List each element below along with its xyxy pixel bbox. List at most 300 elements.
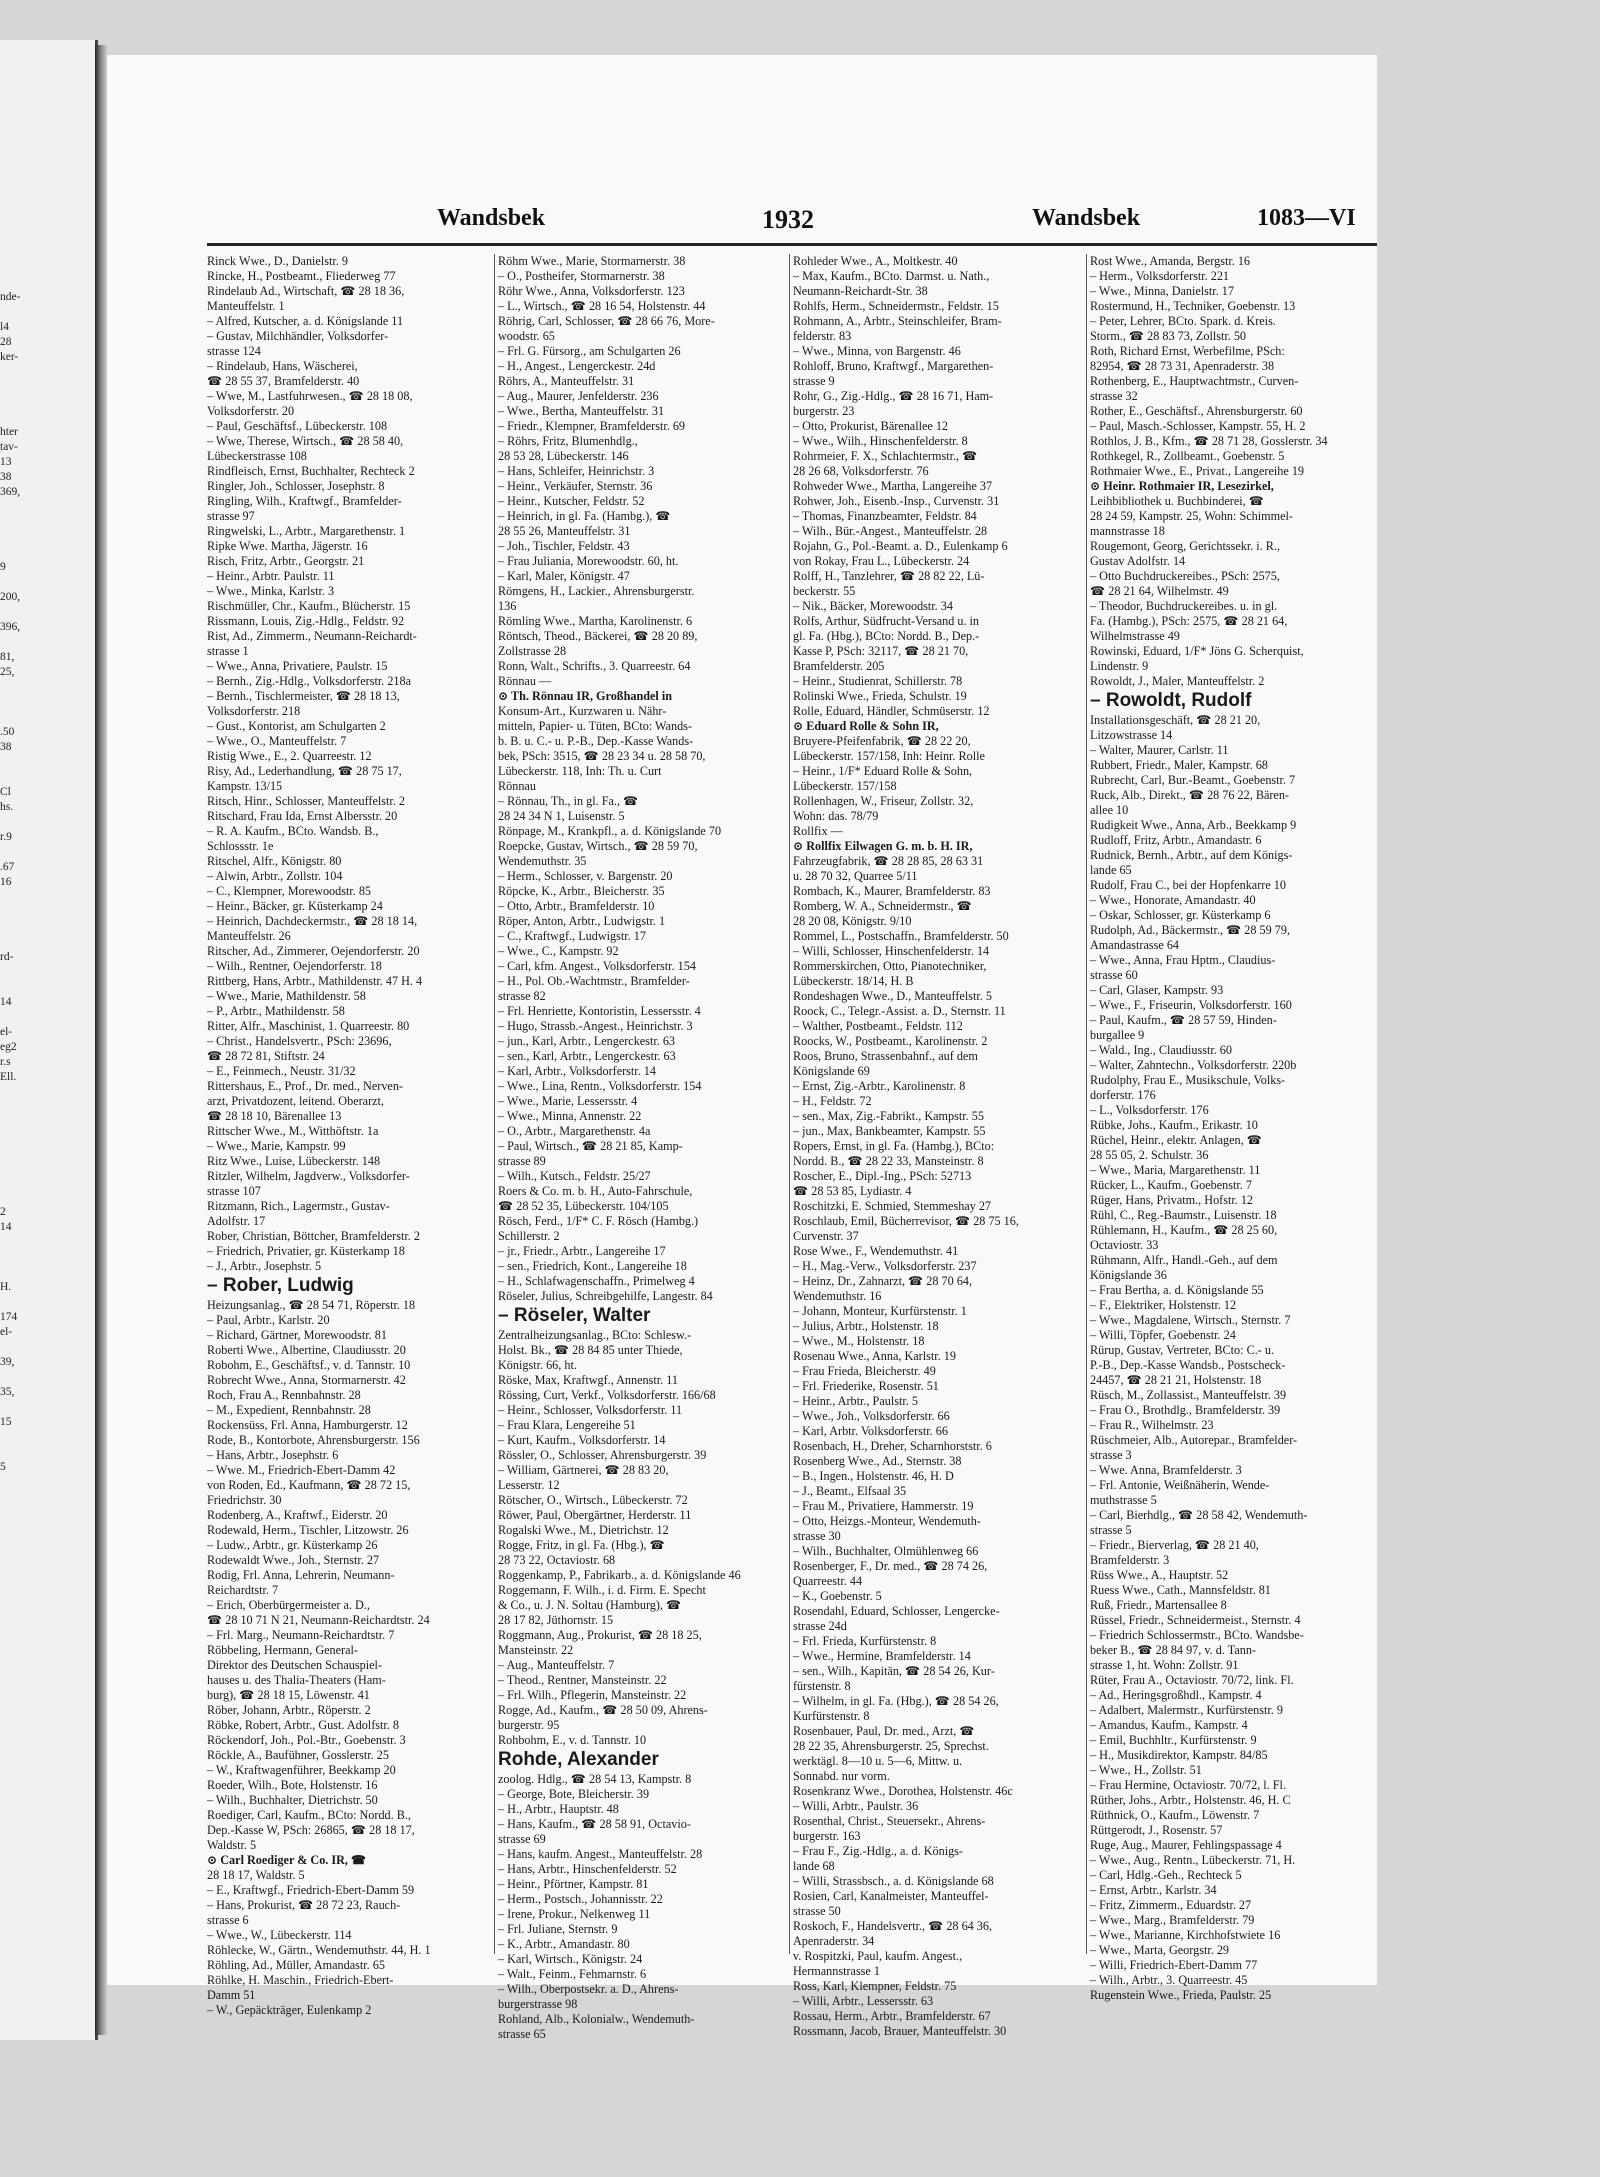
directory-entry: strasse 65 bbox=[498, 2027, 546, 2041]
directory-entry: Rogge, Ad., Kaufm., ☎ 28 50 09, Ahrens- bbox=[498, 1703, 708, 1717]
directory-entry: u. 28 70 32, Quarree 5/11 bbox=[793, 869, 918, 883]
directory-entry: – Wwe., Minna, von Bargenstr. 46 bbox=[793, 344, 961, 358]
directory-entry: Röber, Johann, Arbtr., Röperstr. 2 bbox=[207, 1703, 371, 1717]
margin-fragment: H. bbox=[0, 1281, 12, 1293]
directory-entry: Rüther, Johs., Arbtr., Holstenstr. 46, H. C bbox=[1090, 1793, 1291, 1807]
directory-entry: Roediger, Carl, Kaufm., BCto: Nordd. B., bbox=[207, 1808, 411, 1822]
directory-entry: Roggemann, F. Wilh., i. d. Firm. E. Specht bbox=[498, 1583, 706, 1597]
directory-entry: Ritzmann, Rich., Lagermstr., Gustav- bbox=[207, 1199, 390, 1213]
directory-entry: – Rönnau, Th., in gl. Fa., ☎ bbox=[498, 794, 639, 808]
directory-entry: Rostermund, H., Techniker, Goebenstr. 13 bbox=[1090, 299, 1296, 313]
margin-fragment bbox=[0, 395, 95, 410]
directory-entry: Rowinski, Eduard, 1/F* Jöns G. Scherquist, bbox=[1090, 644, 1304, 658]
directory-entry: Risch, Fritz, Arbtr., Georgstr. 21 bbox=[207, 554, 365, 568]
directory-entry: Rolfs, Arthur, Südfrucht-Versand u. in bbox=[793, 614, 980, 628]
header-year: 1932 bbox=[762, 205, 814, 234]
directory-column-2 bbox=[498, 254, 783, 2041]
directory-entry: – Peter, Lehrer, BCto. Spark. d. Kreis. bbox=[1090, 314, 1276, 328]
margin-fragment bbox=[0, 755, 95, 770]
directory-entry: mitteln, Papier- u. Tüten, BCto: Wands- bbox=[498, 719, 692, 733]
directory-entry: Röntsch, Theod., Bäckerei, ☎ 28 20 89, bbox=[498, 629, 698, 643]
directory-entry: – Frl. Friederike, Rosenstr. 51 bbox=[793, 1379, 939, 1393]
margin-fragment bbox=[0, 380, 95, 395]
directory-entry: – Wwe., Joh., Volksdorferstr. 66 bbox=[793, 1409, 950, 1423]
directory-entry: – Gustav, Milchhändler, Volksdorfer- bbox=[207, 329, 389, 343]
margin-fragment: 38 bbox=[0, 471, 12, 483]
directory-entry: Direktor des Deutschen Schauspiel- bbox=[207, 1658, 382, 1672]
margin-fragment: hs. bbox=[0, 801, 14, 813]
margin-fragment bbox=[0, 680, 95, 695]
directory-entry: Rougemont, Georg, Gerichtssekr. i. R., bbox=[1090, 539, 1281, 553]
directory-entry: Rogge, Fritz, in gl. Fa. (Hbg.), ☎ bbox=[498, 1538, 665, 1552]
directory-entry: strasse 3 bbox=[1090, 1448, 1132, 1462]
directory-entry: Friedrichstr. 30 bbox=[207, 1493, 282, 1507]
directory-entry: – Frau O., Brothdlg., Bramfelderstr. 39 bbox=[1090, 1403, 1281, 1417]
directory-entry: Bramfelderstr. 205 bbox=[793, 659, 885, 673]
directory-entry: strasse 24d bbox=[793, 1619, 847, 1633]
column-rule bbox=[789, 254, 790, 1954]
directory-entry: – Adalbert, Malermstr., Kurfürstenstr. 9 bbox=[1090, 1703, 1283, 1717]
directory-entry: – Thomas, Finanzbeamter, Feldstr. 84 bbox=[793, 509, 977, 523]
directory-entry: Rischmüller, Chr., Kaufm., Blücherstr. 15 bbox=[207, 599, 411, 613]
directory-entry: Röhrs, A., Manteuffelstr. 31 bbox=[498, 374, 635, 388]
margin-fragment: Cl bbox=[0, 786, 11, 798]
directory-entry: – Wwe., Bertha, Manteuffelstr. 31 bbox=[498, 404, 665, 418]
book-spine bbox=[95, 45, 107, 2035]
margin-fragment bbox=[0, 365, 95, 380]
margin-fragment bbox=[0, 905, 95, 920]
directory-entry: – Wilh., Kutsch., Feldstr. 25/27 bbox=[498, 1169, 651, 1183]
directory-entry: strasse 60 bbox=[1090, 968, 1138, 982]
directory-entry: Rüthnick, O., Kaufm., Löwenstr. 7 bbox=[1090, 1808, 1260, 1822]
directory-entry: Rollfix — bbox=[793, 824, 843, 838]
directory-entry: Rohde, Alexander bbox=[498, 1749, 659, 1770]
directory-entry: Röckendorf, Joh., Pol.-Btr., Goebenstr. 3 bbox=[207, 1733, 406, 1747]
directory-entry: Rüschmeier, Alb., Autorepar., Bramfelder- bbox=[1090, 1433, 1298, 1447]
directory-entry: Schillerstr. 2 bbox=[498, 1229, 560, 1243]
directory-entry: – Wwe., Maria, Margarethenstr. 11 bbox=[1090, 1163, 1261, 1177]
directory-entry: strasse 89 bbox=[498, 1154, 546, 1168]
directory-entry: – sen., Wilh., Kapitän, ☎ 28 54 26, Kur- bbox=[793, 1664, 995, 1678]
directory-entry: bek, PSch: 3515, ☎ 28 23 34 u. 28 58 70, bbox=[498, 749, 706, 763]
directory-entry: – Herm., Volksdorferstr. 221 bbox=[1090, 269, 1230, 283]
directory-entry: Rüss Wwe., A., Hauptstr. 52 bbox=[1090, 1568, 1229, 1582]
directory-entry: – C., Kraftwgf., Ludwigstr. 17 bbox=[498, 929, 646, 943]
directory-entry: – Wwe., Lina, Rentn., Volksdorferstr. 154 bbox=[498, 1079, 702, 1093]
directory-entry: Damm 51 bbox=[207, 1988, 256, 2002]
directory-entry: – Frl. Frieda, Kurfürstenstr. 8 bbox=[793, 1634, 937, 1648]
directory-column-3 bbox=[793, 254, 1078, 2038]
directory-entry: – jr., Friedr., Arbtr., Langereihe 17 bbox=[498, 1244, 666, 1258]
directory-entry: – Walter, Maurer, Carlstr. 11 bbox=[1090, 743, 1229, 757]
directory-entry: Röhlecke, W., Gärtn., Wendemuthstr. 44, H. 1 bbox=[207, 1943, 431, 1957]
directory-entry: fürstenstr. 8 bbox=[793, 1679, 851, 1693]
margin-fragment bbox=[0, 1445, 95, 1460]
margin-fragment: ker- bbox=[0, 351, 19, 363]
directory-entry: – Wwe., H., Zollstr. 51 bbox=[1090, 1763, 1202, 1777]
margin-fragment bbox=[0, 1115, 95, 1130]
directory-entry: – Theodor, Buchdruckereibes. u. in gl. bbox=[1090, 599, 1278, 613]
margin-fragment bbox=[0, 920, 95, 935]
directory-entry: – Ad., Heringsgroßhdl., Kampstr. 4 bbox=[1090, 1688, 1262, 1702]
directory-entry: – Wilh., Arbtr., 3. Quarreestr. 45 bbox=[1090, 1973, 1248, 1987]
margin-fragment: 15 bbox=[0, 1416, 12, 1428]
directory-entry: Rohwer, Joh., Eisenb.-Insp., Curvenstr. 31 bbox=[793, 494, 1000, 508]
directory-entry: – sen., Max, Zig.-Fabrikt., Kampstr. 55 bbox=[793, 1109, 984, 1123]
directory-entry: Rothkegel, R., Zollbeamt., Goebenstr. 5 bbox=[1090, 449, 1285, 463]
directory-entry: – Friedr., Bierverlag, ☎ 28 21 40, bbox=[1090, 1538, 1259, 1552]
margin-fragment bbox=[0, 1250, 95, 1265]
directory-entry: – Frau Juliania, Morewoodstr. 60, ht. bbox=[498, 554, 679, 568]
directory-entry: – Aug., Maurer, Jenfelderstr. 236 bbox=[498, 389, 659, 403]
directory-entry: – Heinr., 1/F* Eduard Rolle & Sohn, bbox=[793, 764, 973, 778]
margin-fragment: hter bbox=[0, 426, 18, 438]
directory-column-4 bbox=[1090, 254, 1375, 2002]
directory-entry: – Alwin, Arbtr., Zollstr. 104 bbox=[207, 869, 343, 883]
directory-entry: – Hans, kaufm. Angest., Manteuffelstr. 28 bbox=[498, 1847, 703, 1861]
directory-entry: Röbke, Robert, Arbtr., Gust. Adolfstr. 8 bbox=[207, 1718, 399, 1732]
margin-fragment bbox=[0, 305, 95, 320]
directory-entry: strasse 30 bbox=[793, 1529, 841, 1543]
directory-entry: Rothmaier Wwe., E., Privat., Langereihe 19 bbox=[1090, 464, 1305, 478]
directory-entry: – Willi, Friedrich-Ebert-Damm 77 bbox=[1090, 1958, 1258, 1972]
directory-entry: – E., Kraftwgf., Friedrich-Ebert-Damm 59 bbox=[207, 1883, 415, 1897]
margin-fragment bbox=[0, 815, 95, 830]
margin-fragment bbox=[0, 1160, 95, 1175]
directory-entry: 28 26 68, Volksdorferstr. 76 bbox=[793, 464, 929, 478]
directory-entry: Rubrecht, Carl, Bur.-Beamt., Goebenstr. 7 bbox=[1090, 773, 1296, 787]
directory-entry: – Wwe. M., Friedrich-Ebert-Damm 42 bbox=[207, 1463, 396, 1477]
directory-entry: Zollstrasse 28 bbox=[498, 644, 567, 658]
directory-entry: burgerstrasse 98 bbox=[498, 1997, 578, 2011]
directory-entry: Rolle, Eduard, Händler, Schmüserstr. 12 bbox=[793, 704, 990, 718]
directory-entry: von Rokay, Frau L., Lübeckerstr. 24 bbox=[793, 554, 970, 568]
directory-entry: – Carl, Bierhdlg., ☎ 28 58 42, Wendemuth- bbox=[1090, 1508, 1308, 1522]
directory-entry: – Frl. Henriette, Kontoristin, Lessersstr. 4 bbox=[498, 1004, 701, 1018]
directory-entry: & Co., u. J. N. Soltau (Hamburg), ☎ bbox=[498, 1598, 682, 1612]
directory-entry: Rober, Christian, Böttcher, Bramfelderstr. 2 bbox=[207, 1229, 420, 1243]
directory-entry: 136 bbox=[498, 599, 517, 613]
directory-entry: Rowoldt, J., Maler, Manteuffelstr. 2 bbox=[1090, 674, 1265, 688]
directory-entry: – Gust., Kontorist, am Schulgarten 2 bbox=[207, 719, 386, 733]
directory-entry: – Willi, Arbtr., Paulstr. 36 bbox=[793, 1799, 919, 1813]
directory-entry: v. Rospitzki, Paul, kaufm. Angest., bbox=[793, 1949, 963, 1963]
directory-entry: Rohlfs, Herm., Schneidermstr., Feldstr. 15 bbox=[793, 299, 999, 313]
directory-entry: – Nik., Bäcker, Morewoodstr. 34 bbox=[793, 599, 953, 613]
directory-entry: Rohr, G., Zig.-Hdlg., ☎ 28 16 71, Ham- bbox=[793, 389, 994, 403]
directory-entry: – O., Postheifer, Stormarnerstr. 38 bbox=[498, 269, 665, 283]
directory-entry: – Joh., Tischler, Feldstr. 43 bbox=[498, 539, 630, 553]
directory-entry: – Paul, Masch.-Schlosser, Kampstr. 55, H. 2 bbox=[1090, 419, 1306, 433]
directory-entry: Rode, B., Kontorbote, Ahrensburgerstr. 156 bbox=[207, 1433, 420, 1447]
directory-entry: ☎ 28 52 35, Lübeckerstr. 104/105 bbox=[498, 1199, 669, 1213]
directory-entry: Roeder, Wilh., Bote, Holstenstr. 16 bbox=[207, 1778, 378, 1792]
directory-entry: – Otto, Heizgs.-Monteur, Wendemuth- bbox=[793, 1514, 981, 1528]
directory-entry: Roggenkamp, P., Fabrikarb., a. d. Königslande 46 bbox=[498, 1568, 741, 1582]
directory-entry: strasse 1, ht. Wohn: Zollstr. 91 bbox=[1090, 1658, 1239, 1672]
directory-entry: Rürup, Gustav, Vertreter, BCto: C.- u. bbox=[1090, 1343, 1274, 1357]
margin-fragment bbox=[0, 1505, 95, 1520]
directory-entry: – Hans, Prokurist, ☎ 28 72 23, Rauch- bbox=[207, 1898, 401, 1912]
directory-entry: Apenraderstr. 34 bbox=[793, 1934, 875, 1948]
directory-entry: Ringling, Wilh., Kraftwgf., Bramfelder- bbox=[207, 494, 402, 508]
directory-entry: 28 73 22, Octaviostr. 68 bbox=[498, 1553, 616, 1567]
directory-entry: strasse 124 bbox=[207, 344, 261, 358]
margin-fragment bbox=[0, 1175, 95, 1190]
margin-fragment: 2 bbox=[0, 1206, 6, 1218]
directory-entry: – jun., Karl, Arbtr., Lengerckestr. 63 bbox=[498, 1034, 676, 1048]
margin-fragment bbox=[0, 710, 95, 725]
directory-entry: Röbbeling, Hermann, General- bbox=[207, 1643, 358, 1657]
directory-entry: – Wwe., Magdalene, Wirtsch., Sternstr. 7 bbox=[1090, 1313, 1291, 1327]
directory-entry: Röhling, Ad., Müller, Amandastr. 65 bbox=[207, 1958, 385, 1972]
margin-fragment: 39, bbox=[0, 1356, 15, 1368]
directory-entry: Rinck Wwe., D., Danielstr. 9 bbox=[207, 254, 348, 268]
directory-entry: Manteuffelstr. 26 bbox=[207, 929, 291, 943]
directory-entry: Rodenberg, A., Kraftwf., Eiderstr. 20 bbox=[207, 1508, 388, 1522]
directory-entry: allee 10 bbox=[1090, 803, 1129, 817]
directory-entry: – Rowoldt, Rudolf bbox=[1090, 690, 1252, 711]
directory-entry: – K., Arbtr., Amandastr. 80 bbox=[498, 1937, 630, 1951]
margin-fragment bbox=[0, 1265, 95, 1280]
directory-entry: Königslande 36 bbox=[1090, 1268, 1167, 1282]
directory-entry: – Wwe., Honorate, Amandastr. 40 bbox=[1090, 893, 1256, 907]
directory-entry: Rombach, K., Maurer, Bramfelderstr. 83 bbox=[793, 884, 991, 898]
margin-fragment bbox=[0, 1010, 95, 1025]
directory-entry: – Wwe., F., Friseurin, Volksdorferstr. 160 bbox=[1090, 998, 1292, 1012]
directory-entry: Rohland, Alb., Kolonialw., Wendemuth- bbox=[498, 2012, 695, 2026]
directory-entry: – Heinrich, in gl. Fa. (Hambg.), ☎ bbox=[498, 509, 671, 523]
directory-entry: Volksdorferstr. 218 bbox=[207, 704, 301, 718]
directory-entry: Rossmann, Jacob, Brauer, Manteuffelstr. 30 bbox=[793, 2024, 1007, 2038]
directory-entry: Bruyere-Pfeifenfabrik, ☎ 28 22 20, bbox=[793, 734, 971, 748]
directory-entry: Heizungsanlag., ☎ 28 54 71, Röperstr. 18 bbox=[207, 1298, 416, 1312]
directory-entry: – Hans, Arbtr., Josephstr. 6 bbox=[207, 1448, 339, 1462]
directory-entry: – Wilh., Oberpostsekr. a. D., Ahrens- bbox=[498, 1982, 679, 1996]
directory-entry: – Röseler, Walter bbox=[498, 1305, 651, 1326]
directory-entry: Rüger, Hans, Privatm., Hofstr. 12 bbox=[1090, 1193, 1254, 1207]
directory-entry: Ritschard, Frau Ida, Ernst Albersstr. 20 bbox=[207, 809, 398, 823]
directory-entry: Rost Wwe., Amanda, Bergstr. 16 bbox=[1090, 254, 1251, 268]
directory-entry: – W., Gepäckträger, Eulenkamp 2 bbox=[207, 2003, 372, 2017]
directory-entry: Waldstr. 5 bbox=[207, 1838, 257, 1852]
directory-entry: 28 17 82, Jüthornstr. 15 bbox=[498, 1613, 614, 1627]
directory-entry: Bramfelderstr. 3 bbox=[1090, 1553, 1170, 1567]
directory-entry: – Frau Frieda, Bleicherstr. 49 bbox=[793, 1364, 936, 1378]
directory-entry: dorferstr. 176 bbox=[1090, 1088, 1156, 1102]
directory-entry: – H., Musikdirektor, Kampstr. 84/85 bbox=[1090, 1748, 1268, 1762]
margin-fragment bbox=[0, 1085, 95, 1100]
column-rule bbox=[494, 254, 495, 1954]
directory-entry: ⊙ Heinr. Rothmaier IR, Lesezirkel, bbox=[1090, 479, 1274, 493]
directory-entry: – Irene, Prokur., Nelkenweg 11 bbox=[498, 1907, 651, 1921]
directory-entry: Ross, Karl, Klempner, Feldstr. 75 bbox=[793, 1979, 957, 1993]
directory-entry: Rolinski Wwe., Frieda, Schulstr. 19 bbox=[793, 689, 967, 703]
directory-entry: – Röhrs, Fritz, Blumenhdlg., bbox=[498, 434, 638, 448]
directory-entry: Lübeckerstr. 18/14, H. B bbox=[793, 974, 914, 988]
directory-entry: – W., Kraftwagenführer, Beekkamp 20 bbox=[207, 1763, 396, 1777]
directory-entry: Rudigkeit Wwe., Anna, Arb., Beekkamp 9 bbox=[1090, 818, 1297, 832]
directory-entry: Romberg, W. A., Schneidermstr., ☎ bbox=[793, 899, 972, 913]
directory-entry: Rösch, Ferd., 1/F* C. F. Rösch (Hambg.) bbox=[498, 1214, 699, 1228]
directory-entry: Rosenthal, Christ., Steuersekr., Ahrens- bbox=[793, 1814, 986, 1828]
directory-entry: – Heinr., Studienrat, Schillerstr. 78 bbox=[793, 674, 963, 688]
directory-entry: – Oskar, Schlosser, gr. Küsterkamp 6 bbox=[1090, 908, 1271, 922]
directory-entry: Rothenberg, E., Hauptwachtmstr., Curven- bbox=[1090, 374, 1299, 388]
directory-entry: – Hans, Schleifer, Heinrichstr. 3 bbox=[498, 464, 655, 478]
margin-fragment: el- bbox=[0, 1326, 13, 1338]
margin-fragment bbox=[0, 545, 95, 560]
directory-entry: Rudolphy, Frau E., Musikschule, Volks- bbox=[1090, 1073, 1286, 1087]
margin-fragment bbox=[0, 695, 95, 710]
directory-entry: Rohbohm, E., v. d. Tannstr. 10 bbox=[498, 1733, 647, 1747]
directory-entry: Rücker, L., Kaufm., Goebenstr. 7 bbox=[1090, 1178, 1252, 1192]
directory-entry: – Walter, Zahntechn., Volksdorferstr. 220b bbox=[1090, 1058, 1297, 1072]
directory-entry: Mansteinstr. 22 bbox=[498, 1643, 574, 1657]
margin-fragment bbox=[0, 1235, 95, 1250]
directory-entry: Römgens, H., Lackier., Ahrensburgerstr. bbox=[498, 584, 695, 598]
directory-entry: – Erich, Oberbürgermeister a. D., bbox=[207, 1598, 370, 1612]
margin-fragment: 28 bbox=[0, 336, 12, 348]
directory-entry: 28 55 26, Manteuffelstr. 31 bbox=[498, 524, 631, 538]
directory-entry: Rommel, L., Postschaffn., Bramfelderstr. 50 bbox=[793, 929, 1009, 943]
directory-entry: Robrecht Wwe., Anna, Stormarnerstr. 42 bbox=[207, 1373, 406, 1387]
margin-fragment bbox=[0, 1295, 95, 1310]
directory-entry: werktägl. 8—10 u. 5—6, Mittw. u. bbox=[793, 1754, 963, 1768]
directory-entry: Rossau, Herm., Arbtr., Bramfelderstr. 67 bbox=[793, 2009, 991, 2023]
directory-entry: – Hans, Kaufm., ☎ 28 58 91, Octavio- bbox=[498, 1817, 691, 1831]
directory-entry: Roggmann, Aug., Prokurist, ☎ 28 18 25, bbox=[498, 1628, 702, 1642]
directory-entry: – Wwe., M., Holstenstr. 18 bbox=[793, 1334, 925, 1348]
directory-entry: – Walt., Feinm., Fehmarnstr. 6 bbox=[498, 1967, 647, 1981]
directory-entry: – E., Feinmech., Neustr. 31/32 bbox=[207, 1064, 356, 1078]
previous-page-edge bbox=[0, 40, 98, 2040]
directory-entry: – H., Angest., Lengerckestr. 24d bbox=[498, 359, 656, 373]
directory-entry: – Richard, Gärtner, Morewoodstr. 81 bbox=[207, 1328, 387, 1342]
directory-entry: Fahrzeugfabrik, ☎ 28 28 85, 28 63 31 bbox=[793, 854, 984, 868]
directory-entry: Rosenbauer, Paul, Dr. med., Arzt, ☎ bbox=[793, 1724, 975, 1738]
directory-entry: Kurfürstenstr. 8 bbox=[793, 1709, 870, 1723]
directory-entry: – Frau Bertha, a. d. Königslande 55 bbox=[1090, 1283, 1264, 1297]
directory-entry: Konsum-Art., Kurzwaren u. Nähr- bbox=[498, 704, 667, 718]
directory-entry: Rist, Ad., Zimmerm., Neumann-Reichardt- bbox=[207, 629, 417, 643]
directory-entry: Rosenkranz Wwe., Dorothea, Holstenstr. 46c bbox=[793, 1784, 1013, 1798]
margin-fragment: eg2 bbox=[0, 1041, 17, 1053]
directory-entry: b. B. u. C.- u. P.-B., Dep.-Kasse Wands- bbox=[498, 734, 694, 748]
directory-entry: – Frl. Marg., Neumann-Reichardtstr. 7 bbox=[207, 1628, 395, 1642]
directory-entry: – Wwe., W., Lübeckerstr. 114 bbox=[207, 1928, 352, 1942]
directory-entry: Rohloff, Bruno, Kraftwgf., Margarethen- bbox=[793, 359, 994, 373]
directory-entry: – L., Volksdorferstr. 176 bbox=[1090, 1103, 1209, 1117]
directory-entry: Rudolph, Ad., Bäckermstr., ☎ 28 59 79, bbox=[1090, 923, 1291, 937]
directory-entry: hauses u. des Thalia-Theaters (Ham- bbox=[207, 1673, 386, 1687]
directory-entry: – Otto Buchdruckereibes., PSch: 2575, bbox=[1090, 569, 1280, 583]
margin-fragment bbox=[0, 410, 95, 425]
directory-entry: Rüttgerodt, J., Rosenstr. 57 bbox=[1090, 1823, 1223, 1837]
directory-entry: Röhr Wwe., Anna, Volksdorferstr. 123 bbox=[498, 284, 685, 298]
directory-entry: strasse 6 bbox=[207, 1913, 249, 1927]
directory-entry: Rothlos, J. B., Kfm., ☎ 28 71 28, Gosslerstr. 34 bbox=[1090, 434, 1328, 448]
directory-entry: – Willi, Töpfer, Goebenstr. 24 bbox=[1090, 1328, 1236, 1342]
directory-entry: Rincke, H., Postbeamt., Fliederweg 77 bbox=[207, 269, 396, 283]
margin-fragment bbox=[0, 890, 95, 905]
directory-entry: – Frl. G. Fürsorg., am Schulgarten 26 bbox=[498, 344, 681, 358]
directory-entry: Kasse P, PSch: 32117, ☎ 28 21 70, bbox=[793, 644, 969, 658]
previous-page-fragments bbox=[0, 290, 95, 1535]
directory-entry: Rudloff, Fritz, Arbtr., Amandastr. 6 bbox=[1090, 833, 1262, 847]
directory-entry: – Ernst, Zig.-Arbtr., Karolinenstr. 8 bbox=[793, 1079, 966, 1093]
directory-entry: 28 24 59, Kampstr. 25, Wohn: Schimmel- bbox=[1090, 509, 1293, 523]
margin-fragment: 14 bbox=[0, 1221, 12, 1233]
directory-entry: Rosendahl, Eduard, Schlosser, Lengercke- bbox=[793, 1604, 1000, 1618]
directory-entry: – Friedrich Schlossermstr., BCto. Wandsbe- bbox=[1090, 1628, 1304, 1642]
directory-entry: – Wwe., Hermine, Bramfelderstr. 14 bbox=[793, 1649, 971, 1663]
directory-entry: – Heinr., Pförtner, Kampstr. 81 bbox=[498, 1877, 649, 1891]
directory-entry: – Otto, Arbtr., Bramfelderstr. 10 bbox=[498, 899, 655, 913]
page-number: 1083—VI bbox=[1257, 205, 1356, 231]
margin-fragment: Ell. bbox=[0, 1071, 17, 1083]
directory-entry: Rönnau — bbox=[498, 674, 552, 688]
directory-entry: Rodewald, Herm., Tischler, Litzowstr. 26 bbox=[207, 1523, 409, 1537]
directory-entry: – Willi, Strassbsch., a. d. Königslande 68 bbox=[793, 1874, 994, 1888]
directory-entry: Rönnau bbox=[498, 779, 536, 793]
directory-entry: Ruge, Aug., Maurer, Fehlingspassage 4 bbox=[1090, 1838, 1282, 1852]
directory-entry: – Hans, Arbtr., Hinschenfelderstr. 52 bbox=[498, 1862, 677, 1876]
margin-fragment: 200, bbox=[0, 591, 21, 603]
directory-entry: 28 53 28, Lübeckerstr. 146 bbox=[498, 449, 629, 463]
directory-entry: Roberti Wwe., Albertine, Claudiusstr. 20 bbox=[207, 1343, 406, 1357]
directory-entry: – Heinr., Bäcker, gr. Küsterkamp 24 bbox=[207, 899, 383, 913]
directory-entry: Rolff, H., Tanzlehrer, ☎ 28 82 22, Lü- bbox=[793, 569, 985, 583]
directory-entry: Rodewaldt Wwe., Joh., Sternstr. 27 bbox=[207, 1553, 380, 1567]
directory-entry: Roepcke, Gustav, Wirtsch., ☎ 28 59 70, bbox=[498, 839, 698, 853]
directory-entry: – Willi, Arbtr., Lessersstr. 63 bbox=[793, 1994, 934, 2008]
directory-entry: Volksdorferstr. 20 bbox=[207, 404, 295, 418]
directory-entry: – Karl, Wirtsch., Königstr. 24 bbox=[498, 1952, 643, 1966]
header-left-place: Wandsbek bbox=[437, 205, 546, 231]
margin-fragment bbox=[0, 500, 95, 515]
directory-entry: Wohn: das. 78/79 bbox=[793, 809, 879, 823]
directory-entry: Octaviostr. 33 bbox=[1090, 1238, 1159, 1252]
directory-entry: Rötscher, O., Wirtsch., Lübeckerstr. 72 bbox=[498, 1493, 688, 1507]
directory-column-1 bbox=[207, 254, 492, 2017]
directory-entry: – Walther, Postbeamt., Feldstr. 112 bbox=[793, 1019, 963, 1033]
directory-entry: Römling Wwe., Martha, Karolinenstr. 6 bbox=[498, 614, 693, 628]
directory-entry: Lübeckerstr. 157/158 bbox=[793, 779, 897, 793]
directory-entry: – Max, Kaufm., BCto. Darmst. u. Nath., bbox=[793, 269, 990, 283]
directory-entry: Roocks, W., Postbeamt., Karolinenstr. 2 bbox=[793, 1034, 988, 1048]
directory-entry: – George, Bote, Bleicherstr. 39 bbox=[498, 1787, 650, 1801]
directory-entry: Zentralheizungsanlag., BCto: Schlesw.- bbox=[498, 1328, 692, 1342]
directory-entry: Ristig Wwe., E., 2. Quarreestr. 12 bbox=[207, 749, 372, 763]
directory-entry: felderstr. 83 bbox=[793, 329, 852, 343]
margin-fragment bbox=[0, 1400, 95, 1415]
directory-entry: Rollenhagen, W., Friseur, Zollstr. 32, bbox=[793, 794, 974, 808]
margin-fragment bbox=[0, 515, 95, 530]
margin-fragment: tav- bbox=[0, 441, 18, 453]
directory-entry: Ritsch, Hinr., Schlosser, Manteuffelstr. 2 bbox=[207, 794, 405, 808]
directory-entry: – Carl, Glaser, Kampstr. 93 bbox=[1090, 983, 1224, 997]
directory-entry: Fa. (Hambg.), PSch: 2575, ☎ 28 21 64, bbox=[1090, 614, 1288, 628]
directory-entry: – Wwe., Minna, Danielstr. 17 bbox=[1090, 284, 1234, 298]
directory-entry: Roscher, E., Dipl.-Ing., PSch: 52713 bbox=[793, 1169, 972, 1183]
directory-entry: Rommerskirchen, Otto, Pianotechniker, bbox=[793, 959, 987, 973]
directory-entry: Rittberg, Hans, Arbtr., Mathildenstr. 47 H. 4 bbox=[207, 974, 423, 988]
directory-entry: – Heinr., Arbtr. Paulstr. 11 bbox=[207, 569, 335, 583]
directory-entry: ⊙ Carl Roediger & Co. IR, ☎ bbox=[207, 1853, 367, 1867]
directory-entry: Roers & Co. m. b. H., Auto-Fahrschule, bbox=[498, 1184, 693, 1198]
directory-entry: – R. A. Kaufm., BCto. Wandsb. B., bbox=[207, 824, 379, 838]
